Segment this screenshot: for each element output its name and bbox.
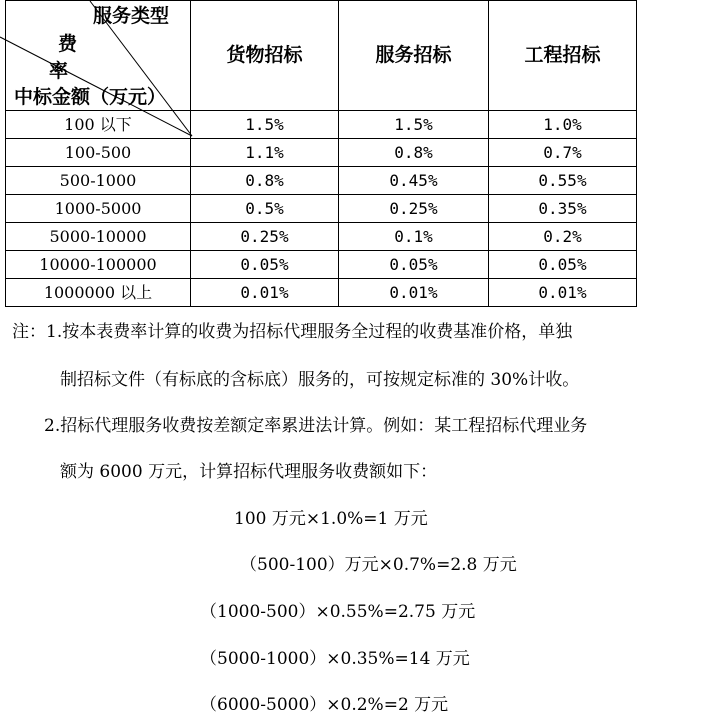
fee-label: 费 xyxy=(58,33,78,55)
service-rate-cell: 1.5% xyxy=(339,111,489,139)
service-rate-cell: 0.1% xyxy=(339,223,489,251)
engineering-rate-cell: 0.35% xyxy=(489,195,637,223)
service-rate-cell: 0.01% xyxy=(339,279,489,307)
goods-rate-cell: 0.25% xyxy=(191,223,339,251)
calc-line-4: （5000-1000）×0.35%=14 万元 xyxy=(200,649,470,669)
engineering-rate-cell: 0.7% xyxy=(489,139,637,167)
amount-cell: 1000000 以上 xyxy=(6,279,191,307)
rate-label: 率 xyxy=(49,60,69,82)
goods-rate-cell: 0.01% xyxy=(191,279,339,307)
amount-cell: 5000-10000 xyxy=(6,223,191,251)
note2-line1: 2.招标代理服务收费按差额定率累进法计算。例如：某工程招标代理业务 xyxy=(44,416,588,436)
table-header-row xyxy=(6,1,637,111)
calc-line-5: （6000-5000）×0.2%=2 万元 xyxy=(200,695,449,715)
amount-cell: 1000-5000 xyxy=(6,195,191,223)
column-header-goods: 货物招标 xyxy=(191,1,339,111)
engineering-rate-cell: 1.0% xyxy=(489,111,637,139)
fee-rate-table xyxy=(5,0,637,307)
table-row xyxy=(6,223,637,251)
service-rate-cell: 0.05% xyxy=(339,251,489,279)
calc-line-3: （1000-500）×0.55%=2.75 万元 xyxy=(200,602,476,622)
table-row xyxy=(6,251,637,279)
table-row xyxy=(6,139,637,167)
note1-line2: 制招标文件（有标底的含标底）服务的，可按规定标准的 30%计收。 xyxy=(60,370,580,390)
service-rate-cell: 0.45% xyxy=(339,167,489,195)
engineering-rate-cell: 0.55% xyxy=(489,167,637,195)
corner-header-cell xyxy=(6,1,191,111)
table-row xyxy=(6,195,637,223)
goods-rate-cell: 1.1% xyxy=(191,139,339,167)
goods-rate-cell: 1.5% xyxy=(191,111,339,139)
note2-line2: 额为 6000 万元，计算招标代理服务收费额如下： xyxy=(60,462,438,482)
goods-rate-cell: 0.8% xyxy=(191,167,339,195)
amount-cell: 100-500 xyxy=(6,139,191,167)
column-header-engineering: 工程招标 xyxy=(489,1,637,111)
service-type-label: 服务类型 xyxy=(93,5,170,27)
note1-line1: 注：1.按本表费率计算的收费为招标代理服务全过程的收费基准价格，单独 xyxy=(12,322,573,342)
column-header-service: 服务招标 xyxy=(339,1,489,111)
table-row xyxy=(6,279,637,307)
amount-label: 中标金额（万元） xyxy=(14,86,167,108)
amount-cell: 10000-100000 xyxy=(6,251,191,279)
amount-cell: 500-1000 xyxy=(6,167,191,195)
goods-rate-cell: 0.5% xyxy=(191,195,339,223)
calc-line-2: （500-100）万元×0.7%=2.8 万元 xyxy=(240,555,517,575)
service-rate-cell: 0.8% xyxy=(339,139,489,167)
engineering-rate-cell: 0.01% xyxy=(489,279,637,307)
goods-rate-cell: 0.05% xyxy=(191,251,339,279)
engineering-rate-cell: 0.05% xyxy=(489,251,637,279)
calc-line-1: 100 万元×1.0%=1 万元 xyxy=(234,509,428,529)
service-rate-cell: 0.25% xyxy=(339,195,489,223)
engineering-rate-cell: 0.2% xyxy=(489,223,637,251)
table-row xyxy=(6,167,637,195)
amount-cell: 100 以下 xyxy=(6,111,191,139)
